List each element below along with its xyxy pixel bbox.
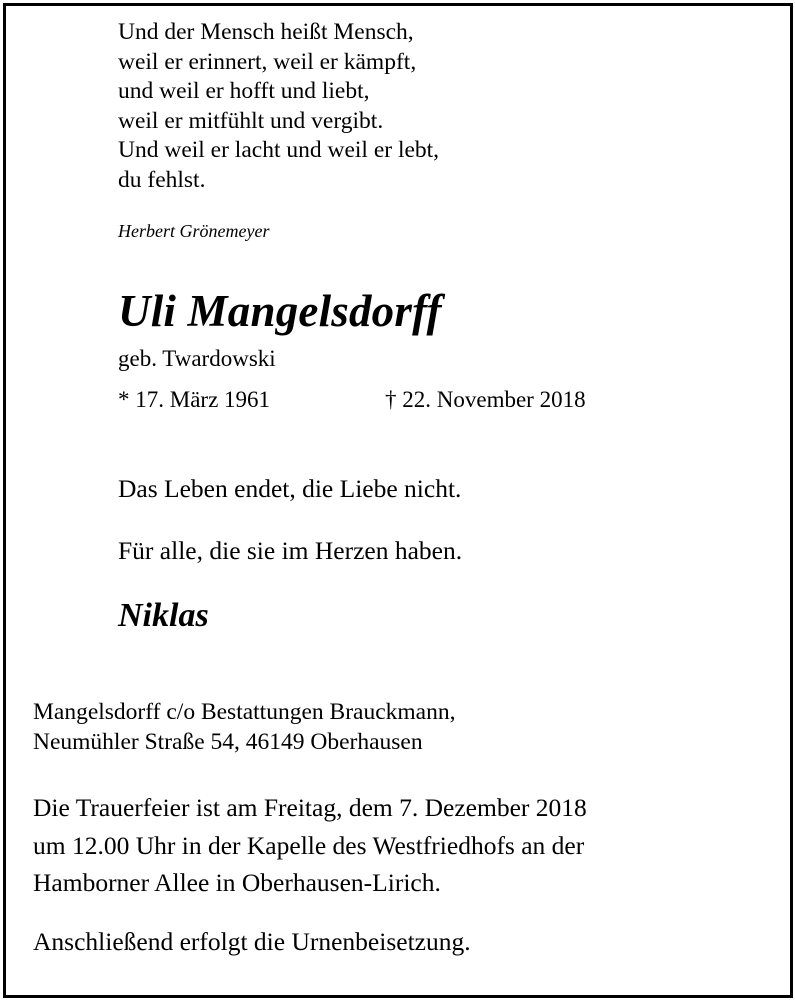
poem bbox=[118, 18, 439, 196]
message-line-1: Das Leben endet, die Liebe nicht. bbox=[118, 474, 462, 503]
closing-note: Anschließend erfolgt die Urnenbeisetzung. bbox=[33, 927, 471, 956]
contact-address bbox=[33, 697, 455, 757]
poem-author: Herbert Grönemeyer bbox=[118, 221, 270, 241]
poem-line: weil er erinnert, weil er kämpft, bbox=[118, 48, 417, 75]
maiden-name: geb. Twardowski bbox=[118, 346, 276, 371]
address-line: Mangelsdorff c/o Bestattungen Brauckmann, bbox=[33, 699, 456, 725]
birth-date: * 17. März 1961 bbox=[118, 387, 271, 412]
funeral-line: um 12.00 Uhr in der Kapelle des Westfriedhofs an der bbox=[33, 830, 585, 860]
poem-line: du fehlst. bbox=[118, 166, 206, 193]
poem-line: und weil er hofft und liebt, bbox=[118, 78, 370, 105]
poem-line: Und weil er lacht und weil er lebt, bbox=[118, 137, 440, 164]
funeral-line: Hamborner Allee in Oberhausen-Lirich. bbox=[33, 868, 441, 897]
death-date: † 22. November 2018 bbox=[385, 387, 586, 412]
message-line-2: Für alle, die sie im Herzen haben. bbox=[118, 536, 463, 565]
deceased-name: Uli Mangelsdorff bbox=[118, 286, 442, 336]
poem-line: weil er mitfühlt und vergibt. bbox=[118, 107, 384, 134]
funeral-info bbox=[33, 789, 587, 902]
funeral-line: Die Trauerfeier ist am Freitag, dem 7. Dezember 2018 bbox=[33, 793, 587, 822]
poem-line: Und der Mensch heißt Mensch, bbox=[118, 19, 414, 45]
signer-name: Niklas bbox=[118, 597, 209, 634]
address-line: Neumühler Straße 54, 46149 Oberhausen bbox=[33, 729, 423, 755]
